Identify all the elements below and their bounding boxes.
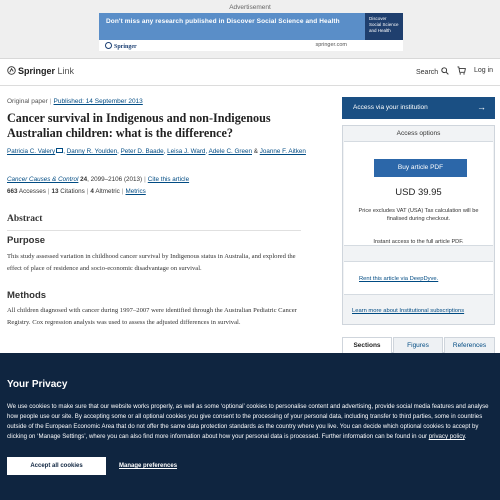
springer-link-logo[interactable] [7, 66, 74, 76]
ad-headline: Don't miss any research published in Discover Social Science and Health [106, 18, 340, 25]
cart-icon[interactable] [457, 66, 466, 75]
article-metrics [7, 188, 146, 195]
section-heading: Purpose [7, 235, 46, 246]
accesses-count: 663 [7, 188, 18, 195]
tab-references[interactable]: References [444, 337, 495, 353]
price-note: Price excludes VAT (USA) Tax calculation will be finalised during checkout. [358, 208, 479, 222]
ad-brand-text: Springer [114, 44, 137, 50]
ad-label: Advertisement [229, 4, 271, 11]
section-text: This study assessed variation in childhood cancer survival by Indigenous status in Australia, and explored the effect of place of residence and socio-economic disadvantage on survival. [7, 253, 296, 272]
springer-horse-icon [7, 66, 16, 75]
mail-icon[interactable] [56, 148, 63, 153]
deepdyve-rent-link[interactable]: Rent this article via DeepDyve. [359, 276, 439, 282]
search-icon [441, 67, 449, 75]
search-label: Search [416, 69, 439, 76]
journal-link[interactable]: Cancer Causes & Control [7, 176, 79, 183]
accept-all-cookies-button[interactable]: Accept all cookies [7, 457, 106, 475]
search-button[interactable] [416, 67, 449, 76]
manage-preferences-link[interactable]: Manage preferences [119, 463, 178, 469]
published-date-link[interactable]: Published: 14 September 2013 [53, 98, 143, 105]
cookie-text [7, 402, 495, 442]
springer-horse-icon [105, 42, 112, 49]
altmetric-label: Altmetric [95, 188, 120, 195]
access-label: Access via your institution [353, 104, 428, 111]
article-type: Original paper [7, 98, 48, 105]
buy-article-box [344, 141, 493, 246]
article-meta [7, 98, 143, 105]
article-title: Cancer survival in Indigenous and non-Indigenous Australian children: what is the difference? [7, 111, 271, 140]
ad-brand [105, 42, 137, 50]
cookie-heading: Your Privacy [7, 379, 68, 390]
cookie-consent-banner [0, 353, 500, 500]
sidebar-tabs [342, 337, 495, 353]
rent-article-box [344, 261, 493, 295]
journal-volume: 24 [80, 176, 88, 183]
abstract-divider [7, 230, 301, 231]
separator: | [47, 188, 50, 195]
tab-sections[interactable]: Sections [342, 337, 392, 353]
site-header [0, 60, 500, 86]
cookie-body: We use cookies to make sure that our website works properly, as well as some ‘optional’ cookies to personalise content and advertising, provide social media features and analyse how people use our site. By accepting some or all optional cookies you give consent to the processing of your personal data, including transfer to third parties, some in countries outside of the European Economic Area that do not offer the same data protection standards as the country where you live. You can decide which optional cookies to accept by clicking on ‘Manage Settings’, where you can also find more information about how your personal data is processed. Further information can be found in our [7, 403, 489, 440]
tab-figures[interactable]: Figures [393, 337, 443, 353]
article-price: USD 39.95 [395, 187, 442, 198]
arrow-right-icon: → [477, 102, 486, 112]
ad-footer-strip [99, 40, 403, 51]
cookie-body-end: . [464, 433, 467, 440]
ad-site: springer.com [315, 42, 347, 48]
instant-access-note: Instant access to the full article PDF. [373, 239, 464, 245]
institutional-subscriptions-link[interactable]: Learn more about Institutional subscriptions [352, 308, 465, 314]
accesses-label: Accesses [18, 188, 46, 195]
section-heading: Methods [7, 290, 47, 301]
author-link[interactable]: Peter D. Baade [120, 148, 164, 155]
section-text: All children diagnosed with cancer during 1997–2007 were identified through the Australian Pediatric Cancer Registry. Cox regression analysis was used to assess the adjusted differences in survival. [7, 307, 297, 326]
privacy-policy-link[interactable]: privacy policy [428, 433, 465, 440]
author-link[interactable]: Danny R. Youlden [66, 148, 118, 155]
ad-banner[interactable] [99, 13, 403, 51]
logo-link-text: Link [57, 66, 75, 76]
separator: | [121, 188, 124, 195]
metrics-link[interactable]: Metrics [125, 188, 146, 195]
author-link[interactable]: Patricia C. Valery [7, 148, 56, 155]
author-list: Patricia C. Valery , Danny R. Youlden, Peter D. Baade, Leisa J. Ward, Adele C. Green & Joanne F. Aitken [7, 148, 306, 155]
author-link[interactable]: Adele C. Green [208, 148, 252, 155]
journal-pages: , 2099–2106 (2013) [87, 176, 143, 183]
logo-springer-text: Springer [18, 66, 56, 76]
meta-separator: | [49, 98, 52, 105]
separator: | [86, 188, 89, 195]
access-via-institution-button[interactable] [342, 97, 495, 119]
author-joiner: & [253, 148, 258, 155]
citations-label: Citations [60, 188, 85, 195]
journal-citation [7, 176, 189, 183]
author-link[interactable]: Leisa J. Ward [167, 148, 206, 155]
access-options-panel [342, 125, 495, 325]
citations-count: 13 [51, 188, 59, 195]
advertisement-area [0, 0, 500, 59]
altmetric-count: 4 [90, 188, 94, 195]
separator: | [144, 176, 146, 183]
login-link[interactable]: Log in [474, 67, 494, 74]
author-link[interactable]: Joanne F. Aitken [259, 148, 306, 155]
buy-article-pdf-button[interactable]: Buy article PDF [374, 159, 467, 177]
ad-journal-badge: Discover Social Science and Health [365, 13, 403, 51]
abstract-heading: Abstract [7, 214, 43, 224]
access-options-title: Access options [396, 130, 441, 137]
cite-article-link[interactable]: Cite this article [147, 176, 190, 183]
